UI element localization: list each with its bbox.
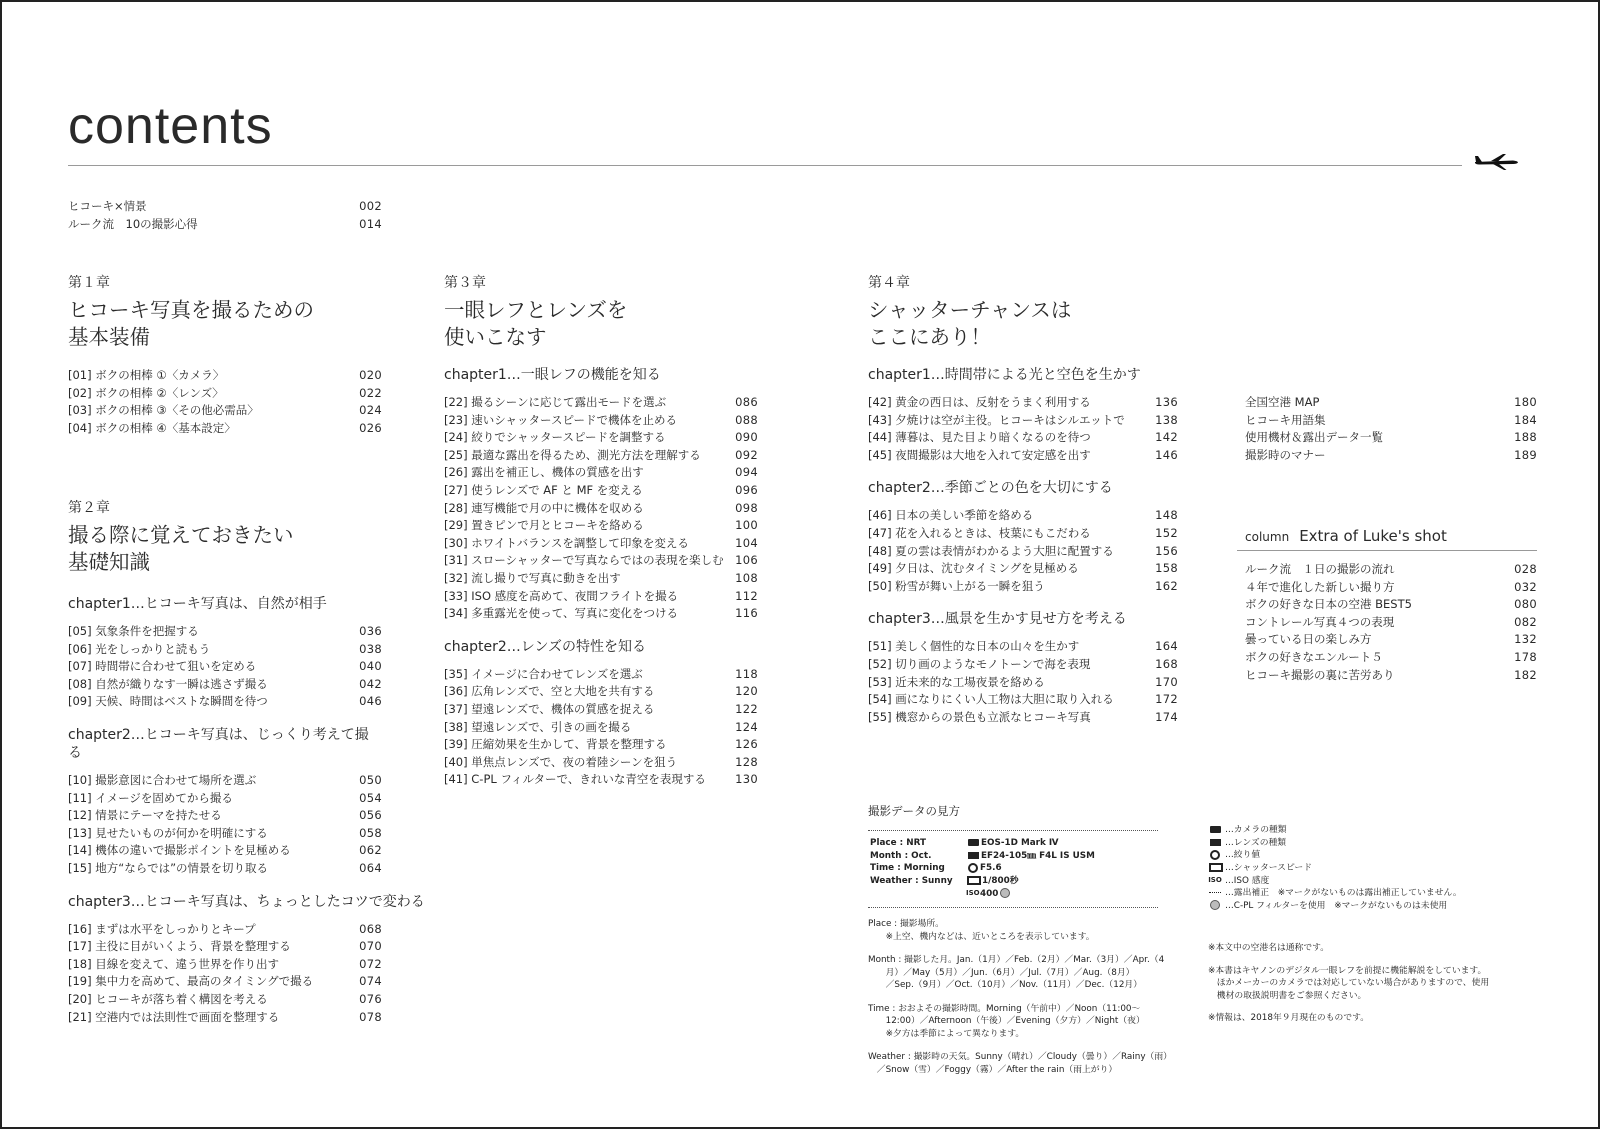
toc-entry[interactable] (68, 991, 382, 1009)
entry-label: [18] 目線を変えて、違う世界を作り出す (68, 956, 280, 971)
entry-list (868, 507, 1178, 595)
chapter-number: 第４章 (868, 275, 910, 291)
toc-entry[interactable] (68, 938, 382, 956)
entry-label: [48] 夏の雲は表情がわかるよう大胆に配置する (868, 543, 1114, 558)
shutter-icon (967, 876, 981, 885)
entry-list (868, 638, 1178, 726)
entry-list (68, 921, 382, 1027)
entry-label: ヒコーキ×情景 (68, 199, 147, 213)
chapter-title: シャッターチャンスは ここにあり！ (868, 298, 1072, 349)
entry-label: [16] まずは水平をしっかりとキープ (68, 921, 256, 936)
section-heading: chapter2…レンズの特性を知る (444, 638, 647, 655)
sample-data (868, 837, 1168, 905)
entry-page-number: 050 (359, 772, 382, 787)
entry-list (444, 394, 758, 623)
entry-page-number: 136 (1155, 395, 1178, 409)
toc-entry[interactable] (1245, 561, 1537, 579)
entry-page-number: 189 (1514, 447, 1537, 462)
entry-page-number: 152 (1155, 525, 1178, 540)
entry-page-number: 072 (359, 956, 382, 971)
data-guide (868, 803, 1172, 1076)
intro-list (68, 198, 382, 233)
entry-list (1245, 394, 1537, 464)
entry-page-number: 116 (735, 606, 758, 621)
entry-page-number: 076 (359, 991, 382, 1006)
entry-page-number: 130 (735, 772, 758, 787)
entry-page-number: 182 (1514, 667, 1537, 682)
entry-page-number: 070 (359, 939, 382, 954)
iso-icon: ISO (966, 889, 980, 897)
toc-entry[interactable] (68, 860, 382, 878)
toc-entry[interactable] (1245, 614, 1537, 632)
entry-list (68, 772, 382, 878)
toc-entry[interactable] (68, 641, 382, 659)
toc-entry[interactable] (1245, 649, 1537, 667)
toc-entry[interactable] (868, 447, 1178, 465)
camera-icon (1210, 826, 1221, 833)
toc-entry[interactable] (68, 420, 382, 438)
entry-page-number: 028 (1514, 562, 1537, 576)
toc-entry[interactable] (868, 560, 1178, 578)
entry-label: [53] 近未来的な工場夜景を絡める (868, 674, 1045, 689)
toc-entry[interactable] (68, 198, 382, 216)
toc-entry[interactable] (1245, 579, 1537, 597)
entry-label: [05] 気象条件を把握する (68, 624, 199, 638)
entry-label: [19] 集中力を高めて、最高のタイミングで撮る (68, 974, 314, 989)
entry-label: [27] 使うレンズで AF と MF を変える (444, 482, 643, 497)
toc-entry[interactable] (444, 736, 758, 754)
entry-label: [24] 絞りでシャッタースピードを調整する (444, 430, 666, 445)
entry-label: 曇っている日の楽しみ方 (1245, 632, 1372, 647)
toc-entry[interactable] (444, 771, 758, 789)
entry-label: [04] ボクの相棒 ④〈基本設定〉 (68, 420, 236, 435)
entry-label: ボクの好きなエンルート５ (1245, 649, 1383, 664)
entry-label: [11] イメージを固めてから撮る (68, 790, 233, 805)
entry-page-number: 138 (1155, 412, 1178, 427)
entry-page-number: 156 (1155, 543, 1178, 558)
aperture-icon (968, 863, 978, 873)
entry-page-number: 046 (359, 694, 382, 709)
entry-page-number: 148 (1155, 508, 1178, 523)
toc-entry[interactable] (868, 709, 1178, 727)
toc-entry[interactable] (868, 674, 1178, 692)
entry-page-number: 162 (1155, 578, 1178, 593)
section-heading: chapter2…季節ごとの色を大切にする (868, 480, 1113, 497)
entry-page-number: 126 (735, 737, 758, 752)
toc-entry[interactable] (68, 367, 382, 385)
toc-entry[interactable] (868, 525, 1178, 543)
column-rule (1237, 550, 1537, 551)
camera-icon (968, 839, 979, 846)
entry-label: [08] 自然が織りなす一瞬は逃さず撮る (68, 676, 268, 691)
entry-label: [03] ボクの相棒 ③〈その他必需品〉 (68, 403, 259, 418)
chapter-2 (68, 499, 425, 1026)
entry-page-number: 146 (1155, 447, 1178, 462)
entry-page-number: 014 (359, 216, 382, 231)
entry-label: [01] ボクの相棒 ①〈カメラ〉 (68, 368, 225, 382)
entry-label: [22] 撮るシーンに応じて露出モードを選ぶ (444, 395, 667, 409)
toc-entry[interactable] (1245, 412, 1537, 430)
toc-entry[interactable] (868, 691, 1178, 709)
toc-entry[interactable] (444, 412, 758, 430)
toc-entry[interactable] (1245, 667, 1537, 685)
entry-page-number: 092 (735, 447, 758, 462)
entry-label: [41] C-PL フィルターで、きれいな青空を表現する (444, 772, 706, 787)
entry-list (68, 198, 382, 233)
entry-label: [09] 天候、時間はベストな瞬間を待つ (68, 694, 268, 709)
entry-label: [07] 時間帯に合わせて狙いを定める (68, 659, 257, 674)
entry-page-number: 024 (359, 403, 382, 418)
entry-label: [34] 多重露光を使って、写真に変化をつける (444, 606, 679, 621)
right-notes: ※本文中の空港名は通称です。 ※本書はキヤノンのデジタル一眼レフを前提に機能解説をしています。 ほかメーカーのカメラでは対応していない場合がありますので、使用 機材の取扱説明書をご参照ください。 ※情報は、2018年９月現在のものです。 (1208, 943, 1490, 1023)
section-heading: chapter3…風景を生かす見せ方を考える (868, 611, 1127, 628)
toc-entry[interactable] (444, 464, 758, 482)
entry-page-number: 040 (359, 659, 382, 674)
entry-page-number: 062 (359, 843, 382, 858)
entry-page-number: 078 (359, 1009, 382, 1024)
entry-page-number: 054 (359, 790, 382, 805)
entry-page-number: 080 (1514, 597, 1537, 612)
toc-entry[interactable] (444, 754, 758, 772)
toc-entry[interactable] (68, 807, 382, 825)
toc-entry[interactable] (444, 683, 758, 701)
airplane-icon (1473, 153, 1519, 171)
entry-label: ヒコーキ用語集 (1245, 412, 1326, 427)
chapter-number: 第２章 (68, 500, 110, 516)
appendix-list (1245, 394, 1537, 464)
entry-list (68, 623, 382, 711)
entry-page-number: 112 (735, 588, 758, 603)
toc-entry[interactable] (1245, 596, 1537, 614)
toc-entry[interactable] (68, 825, 382, 843)
toc-entry[interactable] (444, 500, 758, 518)
entry-label: [55] 機窓からの景色も立派なヒコーキ写真 (868, 709, 1091, 724)
entry-page-number: 122 (735, 701, 758, 716)
entry-label: 撮影時のマナー (1245, 447, 1326, 462)
entry-page-number: 188 (1514, 430, 1537, 445)
entry-label: [36] 広角レンズで、空と大地を共有する (444, 684, 655, 699)
entry-page-number: 118 (735, 666, 758, 681)
data-notes: Place : 撮影場所。 ※上空、機内などは、近いところを表示しています。 Month : 撮影した月。Jan.（1月）／Feb.（2月）／Mar.（3月）／Apr.（4 月）／May（5月）／Jun.（6月）／Jul.（7月）／Aug.（8月） ／Sep.（9月）／Oct.（10月）／Nov.（11月）／Dec.（12月） Time : おおよその撮影時間。Morning（午前中）／Noon（11:00〜 12:00）／Afternoon（午後）／Evening（夕方）／Night（夜） ※夕方は季節によって異なります。 Weather : 撮影時の天気。Sunny（晴れ）／Cloudy（曇り）／Rainy（雨） ／Snow（雪）／Foggy（霧）／After the rain（雨上がり） (868, 919, 1172, 1075)
toc-entry[interactable] (444, 517, 758, 535)
column-section (1245, 527, 1537, 684)
chapter-title: ヒコーキ写真を撮るための 基本装備 (68, 298, 314, 349)
toc-entry[interactable] (444, 447, 758, 465)
entry-page-number: 096 (735, 482, 758, 497)
entry-page-number: 058 (359, 825, 382, 840)
entry-label: [13] 見せたいものが何かを明確にする (68, 825, 268, 840)
exposure-comp-icon (1209, 892, 1221, 893)
cpl-icon (1000, 888, 1010, 898)
entry-label: [30] ホワイトバランスを調整して印象を変える (444, 535, 689, 550)
toc-entry[interactable] (68, 676, 382, 694)
chapter-4 (868, 274, 1178, 726)
toc-entry[interactable] (1245, 429, 1537, 447)
entry-page-number: 068 (359, 921, 382, 936)
entry-page-number: 172 (1155, 692, 1178, 707)
chapter-number: 第３章 (444, 275, 486, 291)
icon-legend: …カメラの種類 …レンズの種類 …絞り値 …シャッタースピード ISO …ISO 感度 …露出補正 ※マークがないものは露出補正していません。 …C-PL フィルターを使用 ※マークがないものは未使用 (1208, 825, 1462, 911)
dotted-rule (868, 830, 1158, 831)
entry-label: 使用機材＆露出データ一覧 (1245, 430, 1383, 445)
toc-entry[interactable] (1245, 631, 1537, 649)
entry-label: [51] 美しく個性的な日本の山々を生かす (868, 639, 1080, 654)
toc-entry[interactable] (444, 719, 758, 737)
toc-entry[interactable] (868, 638, 1178, 656)
entry-page-number: 104 (735, 535, 758, 550)
entry-page-number: 088 (735, 412, 758, 427)
entry-label: ヒコーキ撮影の裏に苦労あり (1245, 667, 1395, 682)
entry-label: コントレール写真４つの表現 (1245, 614, 1395, 629)
toc-entry[interactable] (1245, 447, 1537, 465)
entry-page-number: 106 (735, 553, 758, 568)
toc-entry[interactable] (868, 507, 1178, 525)
entry-label: [37] 望遠レンズで、機体の質感を捉える (444, 701, 655, 716)
entry-page-number: 042 (359, 676, 382, 691)
chapter-1 (68, 274, 382, 437)
toc-entry[interactable] (68, 842, 382, 860)
toc-entry[interactable] (68, 385, 382, 403)
title-rule (68, 165, 1462, 166)
entry-page-number: 020 (359, 368, 382, 382)
toc-entry[interactable] (68, 1009, 382, 1027)
sample-right: EOS-1D Mark Ⅳ EF24-105㎜ F4L IS USM F5.6 1/800秒 ISO400 (966, 838, 1095, 899)
entry-page-number: 174 (1155, 709, 1178, 724)
entry-label: [21] 空港内では法則性で画面を整理する (68, 1009, 280, 1024)
entry-list (1245, 561, 1537, 684)
section-heading: chapter3…ヒコーキ写真は、ちょっとしたコツで変わる (68, 893, 425, 910)
entry-page-number: 158 (1155, 561, 1178, 576)
entry-page-number: 120 (735, 684, 758, 699)
entry-label: [44] 薄暮は、見た目より暗くなるのを待つ (868, 430, 1091, 445)
entry-label: [39] 圧縮効果を生かして、背景を整理する (444, 737, 667, 752)
entry-label: ルーク流 10の撮影心得 (68, 216, 198, 231)
lens-icon (968, 852, 979, 859)
chapter-title: 一眼レフとレンズを 使いこなす (444, 298, 628, 349)
section-heading: chapter2…ヒコーキ写真は、じっくり考えて撮る (68, 726, 369, 761)
entry-page-number: 082 (1514, 614, 1537, 629)
toc-entry[interactable] (444, 429, 758, 447)
entry-list (68, 367, 382, 437)
chapter-number: 第１章 (68, 275, 110, 291)
dotted-rule (868, 907, 1158, 908)
toc-entry[interactable] (68, 973, 382, 991)
entry-page-number: 184 (1514, 412, 1537, 427)
entry-label: ボクの好きな日本の空港 BEST5 (1245, 597, 1412, 612)
toc-entry[interactable] (68, 693, 382, 711)
entry-page-number: 002 (359, 199, 382, 213)
entry-label: [43] 夕焼けは空が主役。ヒコーキはシルエットで (868, 412, 1125, 427)
entry-label: [28] 連写機能で月の中に機体を収める (444, 500, 644, 515)
entry-page-number: 086 (735, 395, 758, 409)
toc-entry[interactable] (444, 394, 758, 412)
section-heading: chapter1…時間帯による光と空色を生かす (868, 367, 1141, 383)
entry-label: [02] ボクの相棒 ②〈レンズ〉 (68, 385, 224, 400)
shutter-icon (1209, 863, 1223, 872)
toc-entry[interactable] (444, 570, 758, 588)
toc-entry[interactable] (444, 701, 758, 719)
entry-page-number: 032 (1514, 579, 1537, 594)
entry-label: [12] 情景にテーマを持たせる (68, 808, 222, 823)
toc-entry[interactable] (68, 623, 382, 641)
toc-entry[interactable] (444, 535, 758, 553)
column-title: column Extra of Luke's shot (1245, 527, 1447, 545)
entry-page-number: 170 (1155, 674, 1178, 689)
toc-entry[interactable] (68, 658, 382, 676)
page-title: contents (68, 97, 273, 155)
entry-label: [40] 単焦点レンズで、夜の着陸シーンを狙う (444, 754, 678, 769)
chapter-title: 撮る際に覚えておきたい 基礎知識 (68, 523, 294, 574)
entry-list (444, 666, 758, 789)
entry-label: [45] 夜間撮影は大地を入れて安定感を出す (868, 447, 1091, 462)
entry-label: 全国空港 MAP (1245, 395, 1320, 409)
toc-entry[interactable] (68, 772, 382, 790)
toc-entry[interactable] (68, 402, 382, 420)
toc-entry[interactable] (68, 790, 382, 808)
toc-entry[interactable] (444, 666, 758, 684)
entry-label: [35] イメージに合わせてレンズを選ぶ (444, 666, 643, 681)
entry-label: [20] ヒコーキが落ち着く構図を考える (68, 991, 268, 1006)
entry-page-number: 168 (1155, 656, 1178, 671)
sample-left: Place : NRT Month : Oct. Time : Morning Weather : Sunny (870, 838, 953, 886)
entry-page-number: 022 (359, 385, 382, 400)
entry-label: [26] 露出を補正し、機体の質感を出す (444, 465, 644, 480)
entry-label: ルーク流 １日の撮影の流れ (1245, 562, 1395, 576)
entry-page-number: 098 (735, 500, 758, 515)
entry-label: [14] 機体の違いで撮影ポイントを見極める (68, 843, 291, 858)
entry-label: [54] 画になりにくい人工物は大胆に取り入れる (868, 692, 1114, 707)
entry-label: [42] 黄金の西日は、反射をうまく利用する (868, 395, 1091, 409)
entry-label: [33] ISO 感度を高めて、夜間フライトを撮る (444, 588, 679, 603)
entry-page-number: 036 (359, 624, 382, 638)
toc-entry[interactable] (868, 429, 1178, 447)
toc-entry[interactable] (868, 412, 1178, 430)
entry-page-number: 180 (1514, 395, 1537, 409)
entry-page-number: 094 (735, 465, 758, 480)
aperture-icon (1210, 850, 1220, 860)
entry-page-number: 164 (1155, 639, 1178, 654)
entry-label: ４年で進化した新しい撮り方 (1245, 579, 1395, 594)
entry-label: [25] 最適な露出を得るため、測光方法を理解する (444, 447, 701, 462)
entry-label: [49] 夕日は、沈むタイミングを見極める (868, 561, 1079, 576)
iso-icon: ISO (1208, 876, 1222, 884)
toc-entry[interactable] (444, 605, 758, 623)
entry-label: [10] 撮影意図に合わせて場所を選ぶ (68, 772, 257, 787)
toc-entry[interactable] (868, 578, 1178, 596)
entry-list (868, 394, 1178, 464)
toc-entry[interactable] (1245, 394, 1537, 412)
toc-entry[interactable] (68, 956, 382, 974)
section-heading: chapter1…一眼レフの機能を知る (444, 367, 661, 383)
entry-label: [17] 主役に目がいくよう、背景を整理する (68, 939, 291, 954)
entry-page-number: 108 (735, 570, 758, 585)
chapter-3 (444, 274, 758, 789)
entry-page-number: 074 (359, 974, 382, 989)
entry-label: [32] 流し撮りで写真に動きを出す (444, 570, 621, 585)
entry-label: [50] 粉雪が舞い上がる一瞬を狙う (868, 578, 1045, 593)
section-heading: chapter1…ヒコーキ写真は、自然が相手 (68, 596, 327, 612)
toc-entry[interactable] (68, 216, 382, 234)
toc-entry[interactable] (444, 588, 758, 606)
entry-page-number: 178 (1514, 649, 1537, 664)
entry-page-number: 026 (359, 420, 382, 435)
toc-entry[interactable] (868, 394, 1178, 412)
entry-page-number: 132 (1514, 632, 1537, 647)
entry-page-number: 038 (359, 641, 382, 656)
entry-label: [46] 日本の美しい季節を絡める (868, 508, 1034, 523)
entry-label: [47] 花を入れるときは、枝葉にもこだわる (868, 525, 1091, 540)
entry-label: [06] 光をしっかりと読もう (68, 641, 211, 656)
entry-label: [31] スローシャッターで写真ならではの表現を楽しむ (444, 553, 724, 568)
entry-label: [38] 望遠レンズで、引きの画を撮る (444, 719, 632, 734)
entry-page-number: 100 (735, 518, 758, 533)
entry-page-number: 090 (735, 430, 758, 445)
entry-page-number: 128 (735, 754, 758, 769)
toc-entry[interactable] (868, 543, 1178, 561)
entry-label: [23] 速いシャッタースピードで機体を止める (444, 412, 677, 427)
cpl-icon (1210, 900, 1220, 910)
entry-label: [29] 置きピンで月とヒコーキを絡める (444, 518, 644, 533)
data-guide-heading: 撮影データの見方 (868, 804, 960, 818)
entry-page-number: 056 (359, 808, 382, 823)
toc-entry[interactable] (68, 921, 382, 939)
entry-label: [15] 地方“ならでは”の情景を切り取る (68, 860, 269, 875)
entry-label: [52] 切り画のようなモノトーンで海を表現 (868, 656, 1091, 671)
toc-entry[interactable] (444, 482, 758, 500)
lens-icon (1210, 839, 1221, 846)
toc-entry[interactable] (444, 552, 758, 570)
entry-page-number: 124 (735, 719, 758, 734)
toc-entry[interactable] (868, 656, 1178, 674)
entry-page-number: 064 (359, 860, 382, 875)
entry-page-number: 142 (1155, 430, 1178, 445)
